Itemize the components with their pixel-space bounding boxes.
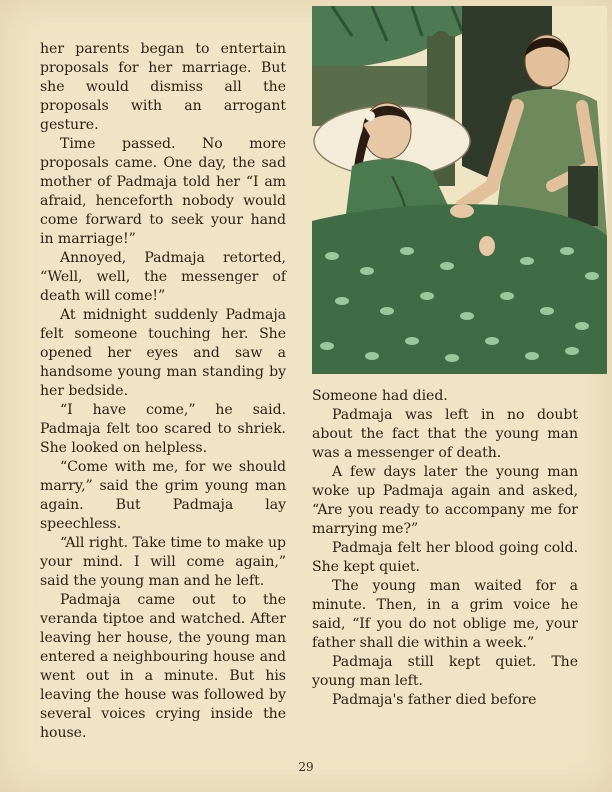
padmaja-bed-scene-illustration bbox=[312, 6, 607, 374]
right-text-column bbox=[312, 387, 578, 710]
paragraph: Padmaja came out to the veranda tiptoe and watched. After leaving her house, the young man entered a neighbouring house and went out in a minute. But his leaving the house was followed by several voices crying inside the house. bbox=[40, 592, 286, 741]
paragraph: Time passed. No more proposals came. One day, the sad mother of Padmaja told her “I am afraid, henceforth nobody would come forward to seek your hand in marriage!” bbox=[40, 136, 286, 247]
left-text-column bbox=[40, 40, 286, 743]
illustration-svg bbox=[312, 6, 607, 374]
paragraph: “Come with me, for we should marry,” said the grim young man again. But Padmaja lay speechless. bbox=[40, 459, 286, 532]
paragraph: Padmaja was left in no doubt about the fact that the young man was a messenger of death. bbox=[312, 407, 578, 461]
paragraph: Someone had died. bbox=[312, 388, 448, 404]
paragraph: Padmaja felt her blood going cold. She kept quiet. bbox=[312, 540, 578, 575]
paragraph: “All right. Take time to make up your mind. I will come again,” said the young man and he left. bbox=[40, 535, 286, 589]
paragraph: At midnight suddenly Padmaja felt someone touching her. She opened her eyes and saw a handsome young man standing by her bedside. bbox=[40, 307, 286, 399]
paragraph: “I have come,” he said. Padmaja felt too scared to shriek. She looked on helpless. bbox=[40, 402, 286, 456]
paragraph: The young man waited for a minute. Then, in a grim voice he said, “If you do not oblige me, your father shall die within a week.” bbox=[312, 578, 578, 651]
paragraph: her parents began to entertain proposals for her marriage. But she would dismiss all the proposals with an arrogant gesture. bbox=[40, 41, 286, 133]
paragraph: Padmaja's father died before bbox=[332, 692, 537, 708]
paragraph: Padmaja still kept quiet. The young man left. bbox=[312, 654, 578, 689]
paragraph: A few days later the young man woke up Padmaja again and asked, “Are you ready to accompany me for marrying me?” bbox=[312, 464, 578, 537]
paragraph: Annoyed, Padmaja retorted, “Well, well, the messenger of death will come!” bbox=[40, 250, 286, 304]
page-number: 29 bbox=[298, 760, 314, 774]
